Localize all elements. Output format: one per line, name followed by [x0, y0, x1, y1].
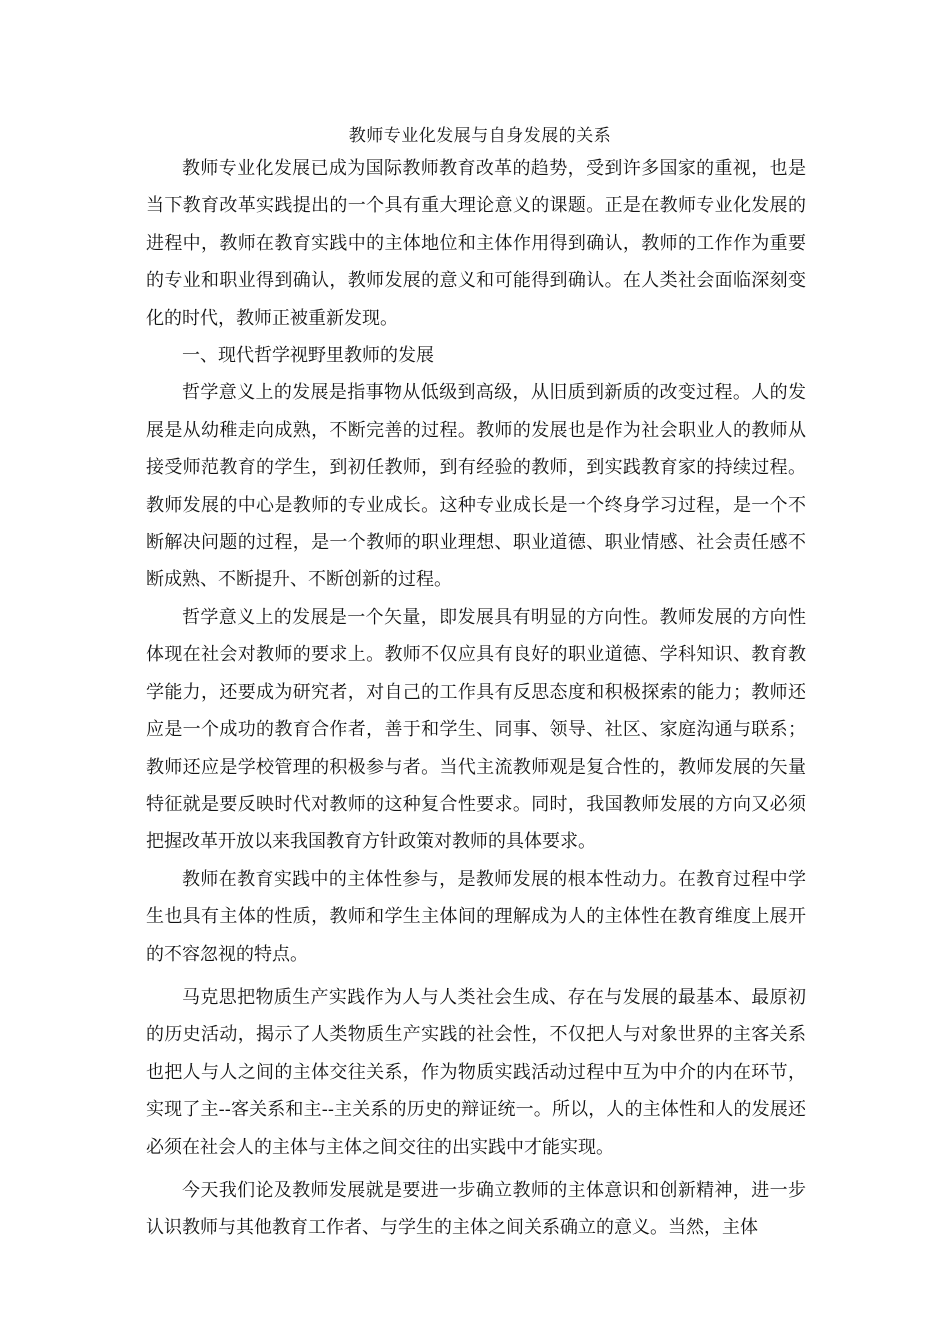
paragraph-subject-participation: 教师在教育实践中的主体性参与，是教师发展的根本性动力。在教育过程中学生也具有主体的性质，教师和学生主体间的理解成为人的主体性在教育维度上展开的不容忽视的特点。	[146, 868, 806, 965]
section-heading: 一、现代哲学视野里教师的发展	[182, 345, 434, 367]
document-body	[146, 122, 806, 1247]
paragraph-development-vector: 哲学意义上的发展是一个矢量，即发展具有明显的方向性。教师发展的方向性体现在社会对教师的要求上。教师不仅应具有良好的职业道德、学科知识、教育教学能力，还要成为研究者，对自己的工作具有反思态度和积极探索的能力；教师还应是一个成功的教育合作者，善于和学生、同事、领导、社区、家庭沟通与联系；教师还应是学校管理的积极参与者。当代主流教师观是复合性的，教师发展的矢量特征就是要反映时代对教师的这种复合性要求。同时，我国教师发展的方向又必须把握改革开放以来我国教育方针政策对教师的具体要求。	[146, 606, 806, 853]
paragraph-development-definition: 哲学意义上的发展是指事物从低级到高级，从旧质到新质的改变过程。人的发展是从幼稚走向成熟，不断完善的过程。教师的发展也是作为社会职业人的教师从接受师范教育的学生，到初任教师，到有经验的教师，到实践教育家的持续过程。教师发展的中心是教师的专业成长。这种专业成长是一个终身学习过程，是一个不断解决问题的过程，是一个教师的职业理想、职业道德、职业情感、社会责任感不断成熟、不断提升、不断创新的过程。	[146, 382, 806, 591]
paragraph-marx: 马克思把物质生产实践作为人与人类社会生成、存在与发展的最基本、最原初的历史活动，揭示了人类物质生产实践的社会性，不仅把人与对象世界的主客关系也把人与人之间的主体交往关系，作为物质实践活动过程中互为中介的内在环节，实现了主--客关系和主--主关系的历史的辩证统一。所以，人的主体性和人的发展还必须在社会人的主体与主体之间交往的出实践中才能实现。	[146, 986, 806, 1158]
paragraph-today: 今天我们论及教师发展就是要进一步确立教师的主体意识和创新精神，进一步认识教师与其他教育工作者、与学生的主体之间关系确立的意义。当然，主体	[146, 1179, 806, 1239]
document-title: 教师专业化发展与自身发展的关系	[348, 126, 612, 146]
paragraph-intro: 教师专业化发展已成为国际教师教育改革的趋势，受到许多国家的重视，也是当下教育改革实践提出的一个具有重大理论意义的课题。正是在教师专业化发展的进程中，教师在教育实践中的主体地位和主体作用得到确认，教师的工作作为重要的专业和职业得到确认，教师发展的意义和可能得到确认。在人类社会面临深刻变化的时代，教师正被重新发现。	[146, 158, 806, 329]
